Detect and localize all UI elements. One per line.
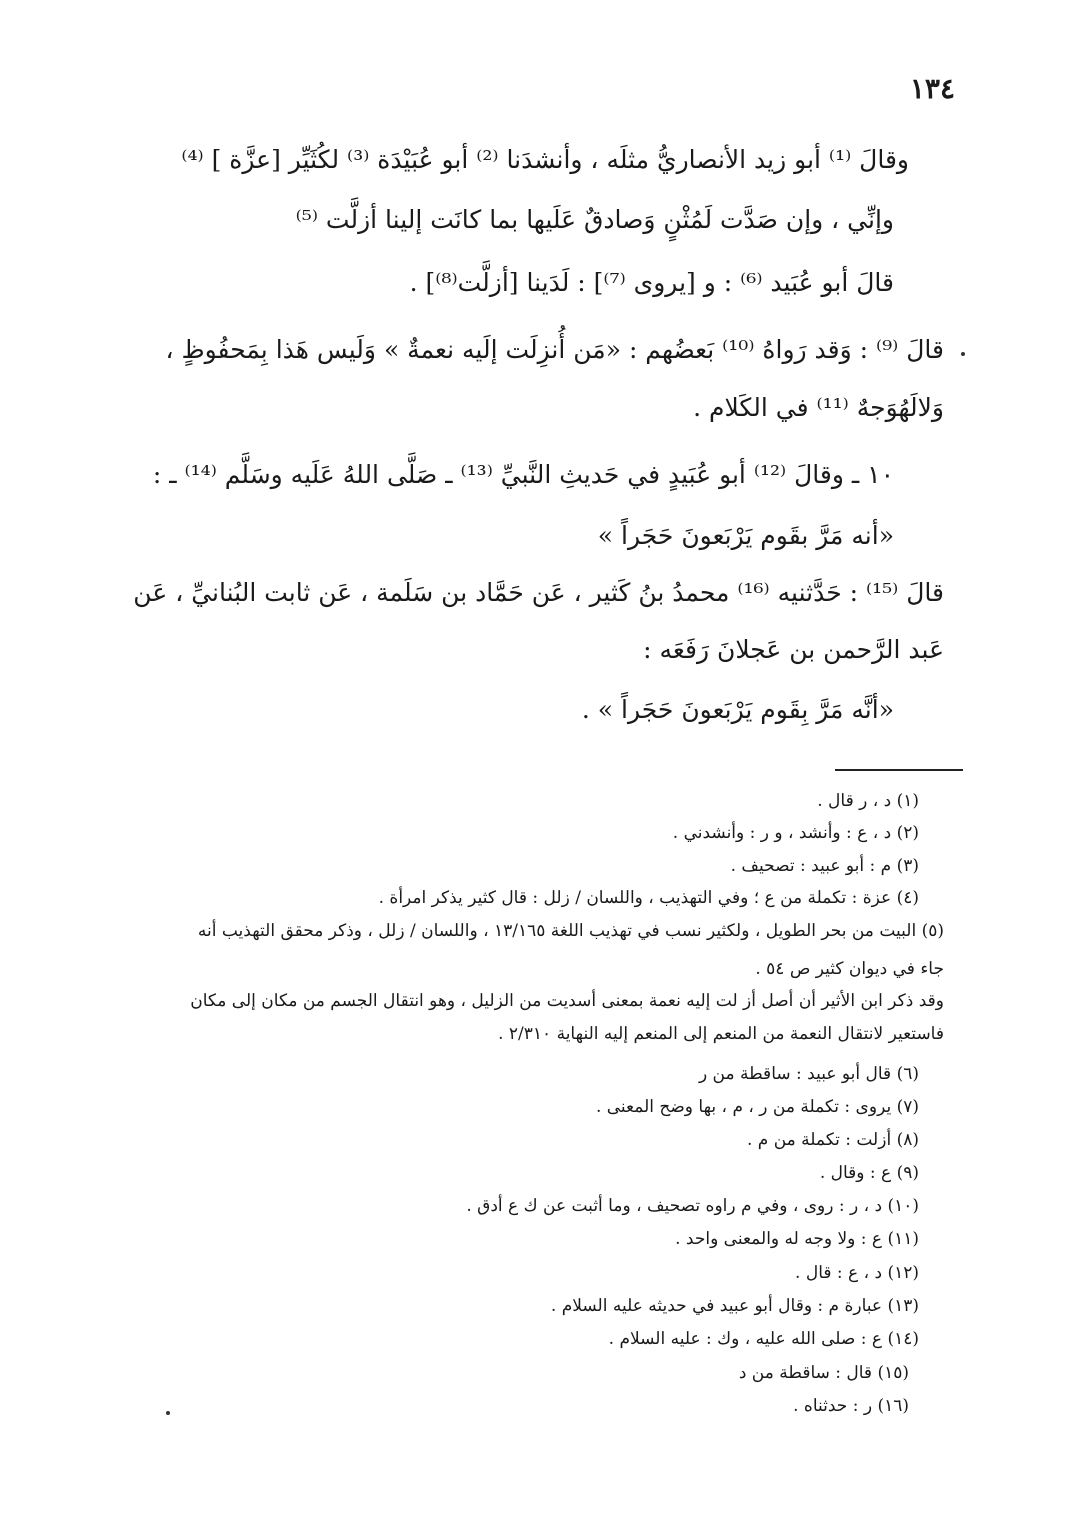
page-number: ١٣٤ [909,72,955,105]
main-line-9: عَبد الرَّحمن بن عَجلانَ رَفَعَه : [643,635,944,664]
footnote-4: (٤) عزة : تكملة من ع ؛ وفي التهذيب ، واللسان / زلل : قال كثير يذكر امرأة . [378,888,919,908]
footnote-11: (١١) ع : ولا وجه له والمعنى واحد . [675,1229,919,1249]
main-line-5: وَلالَهُوَجهٌ ⁽¹¹⁾ في الكَلام . [693,393,944,422]
main-line-2: وإنِّي ، وإن صَدَّت لَمُثْنٍ وَصادقٌ عَلَيها بما كانَت إلينا أزلَّت ⁽⁵⁾ [295,205,894,234]
footnote-1: (١) د ، ر قال . [817,791,919,811]
main-line-7-quote: «أنه مَرَّ بقَوم يَرْبَعونَ حَجَراً » [597,521,894,550]
footnote-3: (٣) م : أبو عبيد : تصحيف . [730,856,919,876]
footnote-5-note-line-2: فاستعير لانتقال النعمة من المنعم إلى المنعم إليه النهاية ٢/٣١٠ . [498,1024,944,1044]
footnote-5: (٥) البيت من بحر الطويل ، ولكثير نسب في تهذيب اللغة ١٣/١٦٥ ، واللسان / زلل ، وذكر محقق التهذيب أنه [197,921,944,941]
footnote-7: (٧) يروى : تكملة من ر ، م ، بها وضح المعنى . [595,1097,919,1117]
footnote-10: (١٠) د ، ر : روى ، وفي م راوه تصحيف ، وما أثبت عن ك ع أدق . [466,1196,919,1216]
main-line-4: قالَ ⁽⁹⁾ : وَقد رَواهُ ⁽¹⁰⁾ بَعضُهم : «مَن أُنزِلَت إلَيه نعمةٌ » وَلَيس هَذا بِمَحفُوظٍ ، [165,335,944,364]
footnote-13: (١٣) عبارة م : وقال أبو عبيد في حديثه عليه السلام . [550,1296,919,1316]
main-line-10-quote: «أنَّه مَرَّ بِقَوم يَرْبَعونَ حَجَراً » . [581,695,894,724]
main-line-1: وقالَ ⁽¹⁾ أبو زيد الأنصاريُّ مثلَه ، وأنشدَنا ⁽²⁾ أبو عُبَيْدَة ⁽³⁾ لكُثَيِّر [عزَّة ] ⁽⁴⁾ [181,145,909,174]
footnote-6: (٦) قال أبو عبيد : ساقطة من ر [698,1064,919,1084]
footnote-14: (١٤) ع : صلى الله عليه ، وك : عليه السلام . [608,1329,919,1349]
scan-speck [166,1411,170,1415]
footnote-12: (١٢) د ، ع : قال . [795,1263,919,1283]
footnote-16: (١٦) ر : حدثناه . [793,1396,909,1416]
footnote-5-continued: جاء في ديوان كثير ص ٥٤ . [755,959,944,979]
footnote-5-note-line-1: وقد ذكر ابن الأثير أن أصل أز لت إليه نعمة بمعنى أسديت من الزليل ، وهو انتقال الجسم من مكان إلى مكان [190,991,944,1011]
footnote-separator [835,769,963,771]
footnote-2: (٢) د ، ع : وأنشد ، و ر : وأنشدني . [672,823,919,843]
footnote-9: (٩) ع : وقال . [819,1163,919,1183]
footnote-8: (٨) أزلت : تكملة من م . [746,1130,919,1150]
main-line-6-hadith-heading: ١٠ ـ وقالَ ⁽¹²⁾ أبو عُبَيدٍ في حَديثِ النَّبيِّ ⁽¹³⁾ ـ صَلَّى اللهُ عَلَيه وسَلَّم ⁽¹⁴⁾ ـ : [152,460,894,489]
main-line-8: قالَ ⁽¹⁵⁾ : حَدَّثنيه ⁽¹⁶⁾ محمدُ بنُ كَثير ، عَن حَمَّاد بن سَلَمة ، عَن ثابت البُنانيِّ ، عَن [133,578,944,607]
scan-speck [961,352,965,356]
footnote-15: (١٥) قال : ساقطة من د [738,1363,909,1383]
main-line-3: قالَ أبو عُبَيد ⁽⁶⁾ : و [يروى ⁽⁷⁾] : لَدَينا [أزلَّت⁽⁸⁾] . [409,268,894,297]
